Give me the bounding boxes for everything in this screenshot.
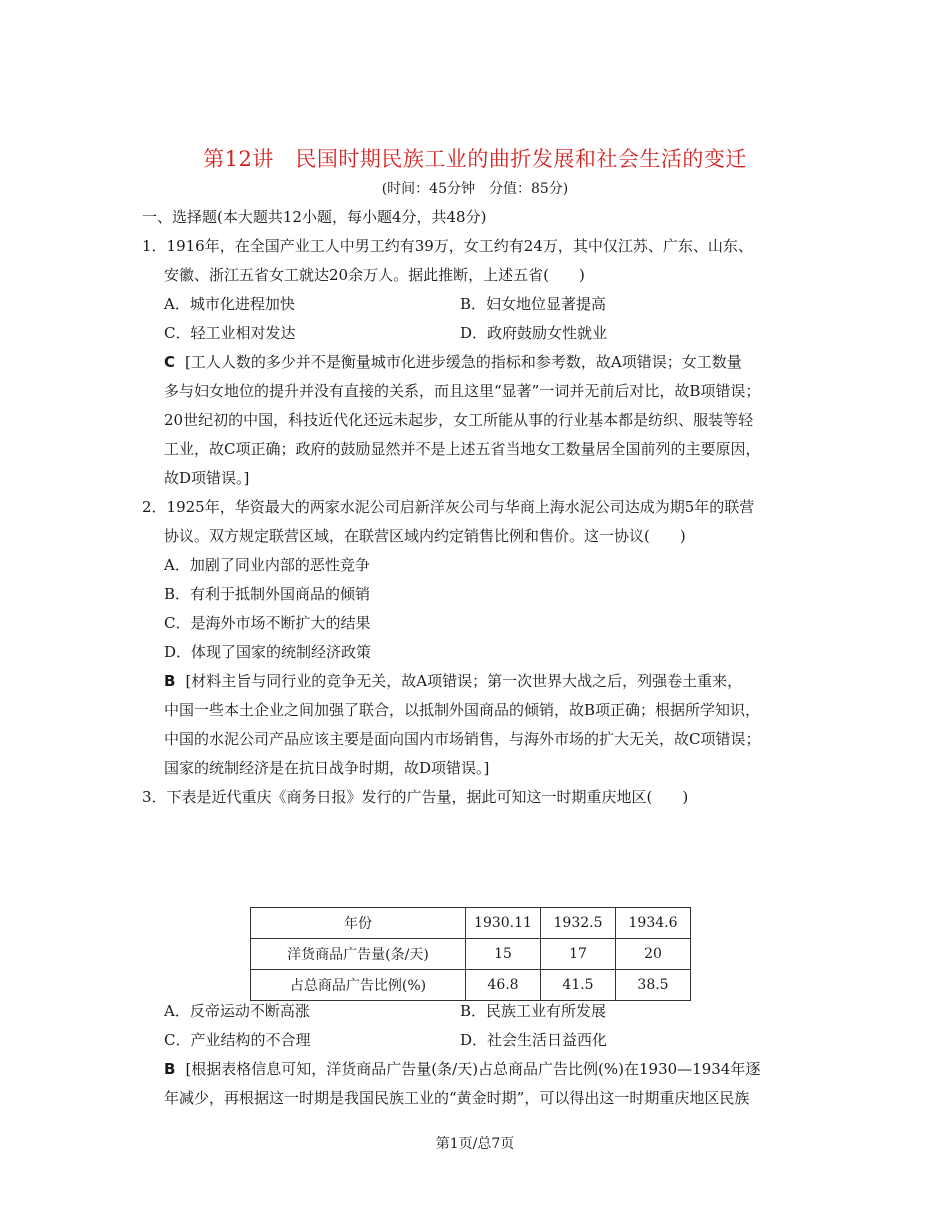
ad-volume-table bbox=[250, 907, 691, 1001]
table-header-cell: 1932.5 bbox=[541, 908, 616, 939]
q2-option-c: C．是海外市场不断扩大的结果 bbox=[164, 614, 371, 632]
table-header-cell: 1930.11 bbox=[466, 908, 541, 939]
section-heading: 一、选择题(本大题共12小题，每小题4分，共48分) bbox=[142, 208, 487, 226]
table-row bbox=[251, 970, 691, 1001]
q3-explanation-line-1: B [根据表格信息可知，洋货商品广告量(条/天)占总商品广告比例(%)在1930—1934年逐 bbox=[164, 1060, 761, 1078]
table-cell: 46.8 bbox=[466, 970, 541, 1001]
q3-options-row-1 bbox=[142, 997, 822, 1026]
q1-stem-line-2: 安徽、浙江五省女工就达20余万人。据此推断，上述五省( ) bbox=[164, 266, 585, 284]
q3-answer: B bbox=[164, 1060, 176, 1078]
q3-options-row-2 bbox=[142, 1026, 822, 1055]
table-header-cell: 1934.6 bbox=[616, 908, 691, 939]
q3-option-b: B．民族工业有所发展 bbox=[460, 1002, 607, 1020]
table-cell: 占总商品广告比例(%) bbox=[251, 970, 466, 1001]
q2-option-d: D．体现了国家的统制经济政策 bbox=[164, 643, 372, 661]
q1-options-row-1 bbox=[142, 290, 822, 319]
q1-explanation-line-1: C [工人人数的多少并不是衡量城市化进步缓急的指标和参考数，故A项错误；女工数量 bbox=[164, 353, 742, 371]
q2-explanation-line-2: 中国一些本土企业之间加强了联合，以抵制外国商品的倾销，故B项正确；根据所学知识， bbox=[164, 701, 761, 719]
q3-lower-block bbox=[142, 997, 822, 1113]
table-header-cell: 年份 bbox=[251, 908, 466, 939]
table-cell: 41.5 bbox=[541, 970, 616, 1001]
question-block bbox=[142, 203, 822, 812]
table-cell: 38.5 bbox=[616, 970, 691, 1001]
q1-explanation-line-5: 故D项错误。] bbox=[164, 469, 250, 487]
table-cell: 17 bbox=[541, 939, 616, 970]
q1-explanation-line-2: 多与妇女地位的提升并没有直接的关系，而且这里“显著”一词并无前后对比，故B项错误； bbox=[164, 382, 761, 400]
page-subtitle: (时间：45分钟 分值：85分) bbox=[381, 181, 569, 197]
q3-option-c: C．产业结构的不合理 bbox=[164, 1031, 311, 1049]
q1-answer: C bbox=[164, 353, 176, 371]
q2-option-b: B．有利于抵制外国商品的倾销 bbox=[164, 585, 371, 603]
page-title: 第12讲 民国时期民族工业的曲折发展和社会生活的变迁 bbox=[203, 147, 747, 171]
q1-stem-line-1: 1．1916年，在全国产业工人中男工约有39万，女工约有24万，其中仅江苏、广东、山东、 bbox=[142, 237, 753, 255]
q1-option-b: B．妇女地位显著提高 bbox=[460, 295, 607, 313]
table-cell: 20 bbox=[616, 939, 691, 970]
q2-explanation-line-1: B [材料主旨与同行业的竞争无关，故A项错误；第一次世界大战之后，列强卷土重来， bbox=[164, 672, 743, 690]
q2-answer: B bbox=[164, 672, 176, 690]
q3-explanation-line-2: 年减少，再根据这一时期是我国民族工业的“黄金时期”，可以得出这一时期重庆地区民族 bbox=[164, 1089, 750, 1107]
q1-option-a: A．城市化进程加快 bbox=[164, 295, 295, 313]
q3-option-d: D．社会生活日益西化 bbox=[460, 1031, 608, 1049]
q1-explanation-line-4: 工业，故C项正确；政府的鼓励显然并不是上述五省当地女工数量居全国前列的主要原因， bbox=[164, 440, 761, 458]
q3-option-a: A．反帝运动不断高涨 bbox=[164, 1002, 310, 1020]
q3-stem: 3．下表是近代重庆《商务日报》发行的广告量，据此可知这一时期重庆地区( ) bbox=[142, 788, 689, 806]
q1-option-c: C．轻工业相对发达 bbox=[164, 324, 296, 342]
q2-option-a: A．加剧了同业内部的恶性竞争 bbox=[164, 556, 370, 574]
q1-explanation-line-3: 20世纪初的中国，科技近代化还远未起步，女工所能从事的行业基本都是纺织、服装等轻 bbox=[164, 411, 754, 429]
q2-explanation-line-3: 中国的水泥公司产品应该主要是面向国内市场销售，与海外市场的扩大无关，故C项错误； bbox=[164, 730, 761, 748]
q2-stem-line-2: 协议。双方规定联营区域，在联营区域内约定销售比例和售价。这一协议( ) bbox=[164, 527, 686, 545]
table-cell: 洋货商品广告量(条/天) bbox=[251, 939, 466, 970]
q2-explanation-line-4: 国家的统制经济是在抗日战争时期，故D项错误。] bbox=[164, 759, 490, 777]
q1-options-row-2 bbox=[142, 319, 822, 348]
table-cell: 15 bbox=[466, 939, 541, 970]
table-row bbox=[251, 939, 691, 970]
page-footer: 第1页/总7页 bbox=[435, 1136, 515, 1152]
q2-stem-line-1: 2．1925年，华资最大的两家水泥公司启新洋灰公司与华商上海水泥公司达成为期5年的联营 bbox=[142, 498, 755, 516]
table-header-row bbox=[251, 908, 691, 939]
q1-option-d: D．政府鼓励女性就业 bbox=[460, 324, 608, 342]
